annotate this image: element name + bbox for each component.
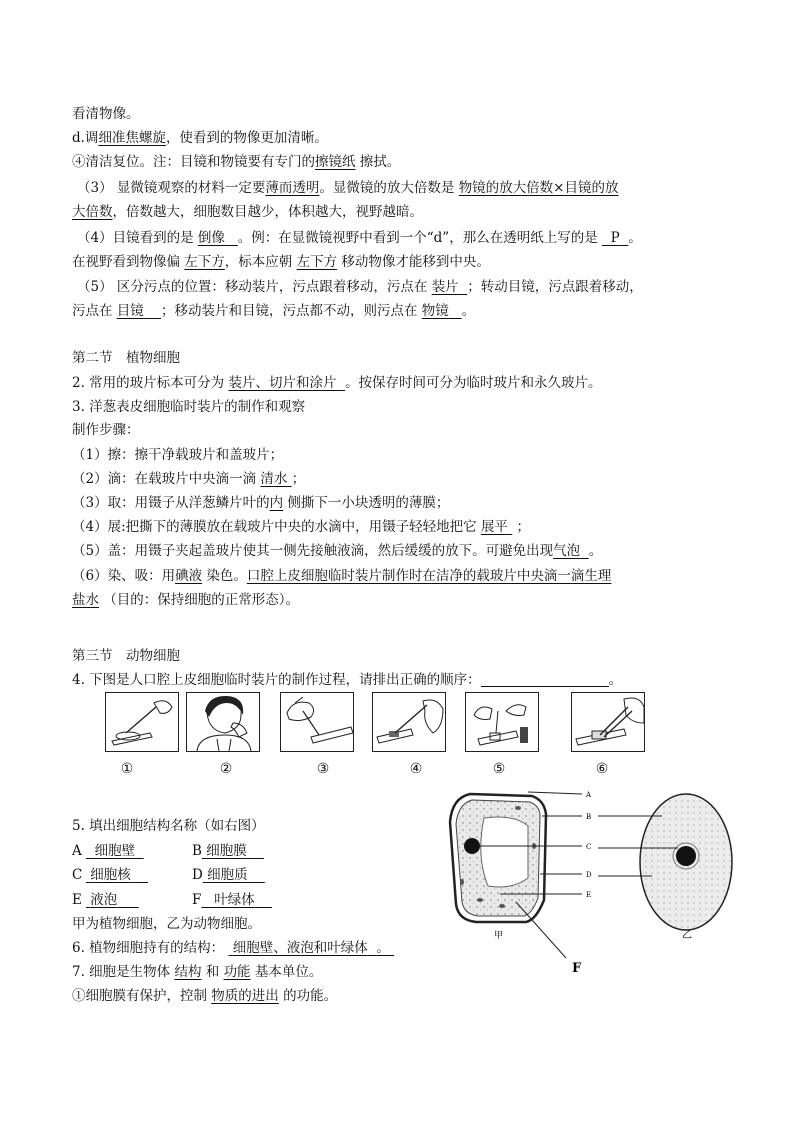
nucleus — [464, 838, 480, 854]
answer: 生理 — [584, 568, 612, 584]
answer: 左下方 — [184, 254, 225, 270]
text-line: （1）擦：擦干净载玻片和盖玻片； — [72, 447, 284, 463]
procedure-figure-3 — [280, 692, 354, 752]
text-line: 5. 填出细胞结构名称（如右图） — [72, 818, 265, 834]
text-line: 制作步骤： — [72, 422, 140, 438]
answer: 细胞质 — [207, 867, 248, 883]
answer: 擦镜纸 — [315, 154, 356, 170]
text-line: ④清洁复位。注：目镜和物镜要有专门的擦镜纸 擦拭。 — [72, 154, 401, 170]
answer: 口腔上皮细胞临时装片制作时在洁净的载玻片中央滴一滴 — [246, 568, 585, 584]
label-f: F — [572, 961, 582, 976]
text-line: 在视野看到物像偏 左下方，标本应朝 左下方 移动物像才能移到中央。 — [72, 254, 490, 270]
procedure-figure-1 — [105, 692, 179, 752]
answer: 碘液 — [175, 568, 203, 584]
text-line: （4）展:把撕下的薄膜放在载玻片中央的水滴中，用镊子轻轻地把它 展平 ； — [72, 519, 531, 535]
answer: 物质的进出 — [211, 988, 279, 1004]
answer-blank — [481, 672, 609, 687]
answer: 细胞壁、液泡和叶绿体 。 — [232, 940, 390, 956]
answer-row: A 细胞壁 B 细胞膜 — [72, 841, 264, 861]
text-line: d.调细准焦螺旋，使看到的物像更加清晰。 — [72, 130, 328, 146]
answer: 结构 — [174, 964, 202, 980]
plant-cell — [450, 794, 546, 922]
answer: 细胞核 — [90, 867, 131, 883]
animal-cell — [640, 794, 732, 930]
answer: 细胞膜 — [206, 843, 247, 859]
text-line: （3） 显微镜观察的材料一定要薄而透明。显微镜的放大倍数是 物镜的放大倍数×目镜的放 — [77, 180, 619, 196]
text-line: 污点在 目镜 ；移动装片和目镜，污点都不动，则污点在 物镜 。 — [72, 303, 476, 319]
procedure-figure-6 — [571, 692, 645, 752]
text-line: （5） 区分污点的位置：移动装片，污点跟着移动，污点在 装片 ；转动目镜，污点跟着移动， — [77, 279, 643, 295]
answer: 盐水 — [72, 592, 99, 608]
text-line: 7. 细胞是生物体 结构 和 功能 基本单位。 — [72, 964, 323, 980]
answer: 气泡 — [553, 543, 581, 559]
text-line: （3）取：用镊子从洋葱鳞片叶的内 侧撕下一小块透明的薄膜； — [72, 495, 450, 511]
plant-cell-caption: 甲 — [494, 931, 504, 941]
text-line: ①细胞膜有保护，控制 物质的进出 的功能。 — [72, 988, 338, 1004]
answer: 物镜 — [421, 303, 449, 319]
answer: 倒像 — [197, 230, 225, 246]
procedure-figure-2 — [186, 692, 260, 752]
procedure-figure-4 — [372, 692, 446, 752]
figure-number: ② — [219, 761, 233, 777]
label-c: C — [586, 843, 592, 851]
text-line: （6）染、吸：用碘液 染色。口腔上皮细胞临时装片制作时在洁净的载玻片中央滴一滴生理 — [72, 568, 612, 584]
answer: 叶绿体 — [214, 892, 255, 908]
text-line: 盐水 （目的：保持细胞的正常形态）。 — [72, 592, 300, 608]
figure-number: ⑤ — [492, 761, 506, 777]
text-line: 6. 植物细胞持有的结构： 细胞壁、液泡和叶绿体 。 — [72, 938, 394, 958]
text-line: 3. 洋葱表皮细胞临时装片的制作和观察 — [72, 399, 306, 415]
procedure-figure-5 — [465, 692, 539, 752]
figure-number: ③ — [316, 761, 330, 777]
answer: 目镜 — [116, 303, 144, 319]
answer: 展平 — [480, 519, 508, 535]
answer: 液泡 — [90, 892, 118, 908]
animal-cell-caption: 乙 — [682, 930, 692, 941]
text-line: （4）目镜看到的是 倒像 。例：在显微镜视野中看到一个“d”，那么在透明纸上写的是 P 。 — [77, 230, 642, 246]
section-heading: 第三节 动物细胞 — [72, 648, 180, 664]
text-line: 大倍数，倍数越大，细胞数目越少，体积越大，视野越暗。 — [72, 204, 423, 220]
text-line: 2. 常用的玻片标本可分为 装片、切片和涂片 。按保存时间可分为临时玻片和永久玻片。 — [72, 375, 602, 391]
answer: 薄而透明 — [265, 180, 320, 196]
label-e: E — [586, 891, 592, 899]
answer: 装片 — [431, 279, 459, 295]
answer: 装片、切片和涂片 — [228, 375, 337, 391]
answer: 物镜的放大倍数×目镜的放 — [458, 180, 619, 196]
text-line: 甲为植物细胞，乙为动物细胞。 — [72, 916, 261, 932]
label-b: B — [586, 813, 592, 821]
answer-row: C 细胞核 D 细胞质 — [72, 865, 265, 885]
answer: 功能 — [223, 964, 251, 980]
answer: 细胞壁 — [94, 843, 136, 859]
figure-number: ④ — [409, 761, 423, 777]
section-heading: 第二节 植物细胞 — [72, 350, 180, 366]
answer: 左下方 — [296, 254, 338, 270]
answer: 大倍数 — [72, 204, 113, 220]
text-line: 4. 下图是人口腔上皮细胞临时装片的制作过程，请排出正确的顺序： 。 — [72, 672, 623, 688]
text-line: 看清物像。 — [72, 106, 140, 122]
text-line: （5）盖：用镊子夹起盖玻片使其一侧先接触液滴，然后缓缓的放下。可避免出现气泡 。 — [72, 543, 603, 559]
label-d: D — [586, 871, 592, 879]
answer: 清水 — [260, 471, 288, 487]
answer-row: E 液泡 F 叶绿体 — [72, 890, 272, 910]
answer: P — [610, 230, 620, 246]
figure-number: ⑥ — [595, 761, 609, 777]
cell-structure-diagram — [440, 786, 740, 976]
figure-number: ① — [120, 761, 134, 777]
text-line: （2）滴：在载玻片中央滴一滴 清水 ； — [72, 471, 306, 487]
label-a: A — [586, 791, 592, 799]
answer: 细准焦螺旋 — [98, 130, 166, 146]
answer: 内 — [269, 495, 284, 511]
